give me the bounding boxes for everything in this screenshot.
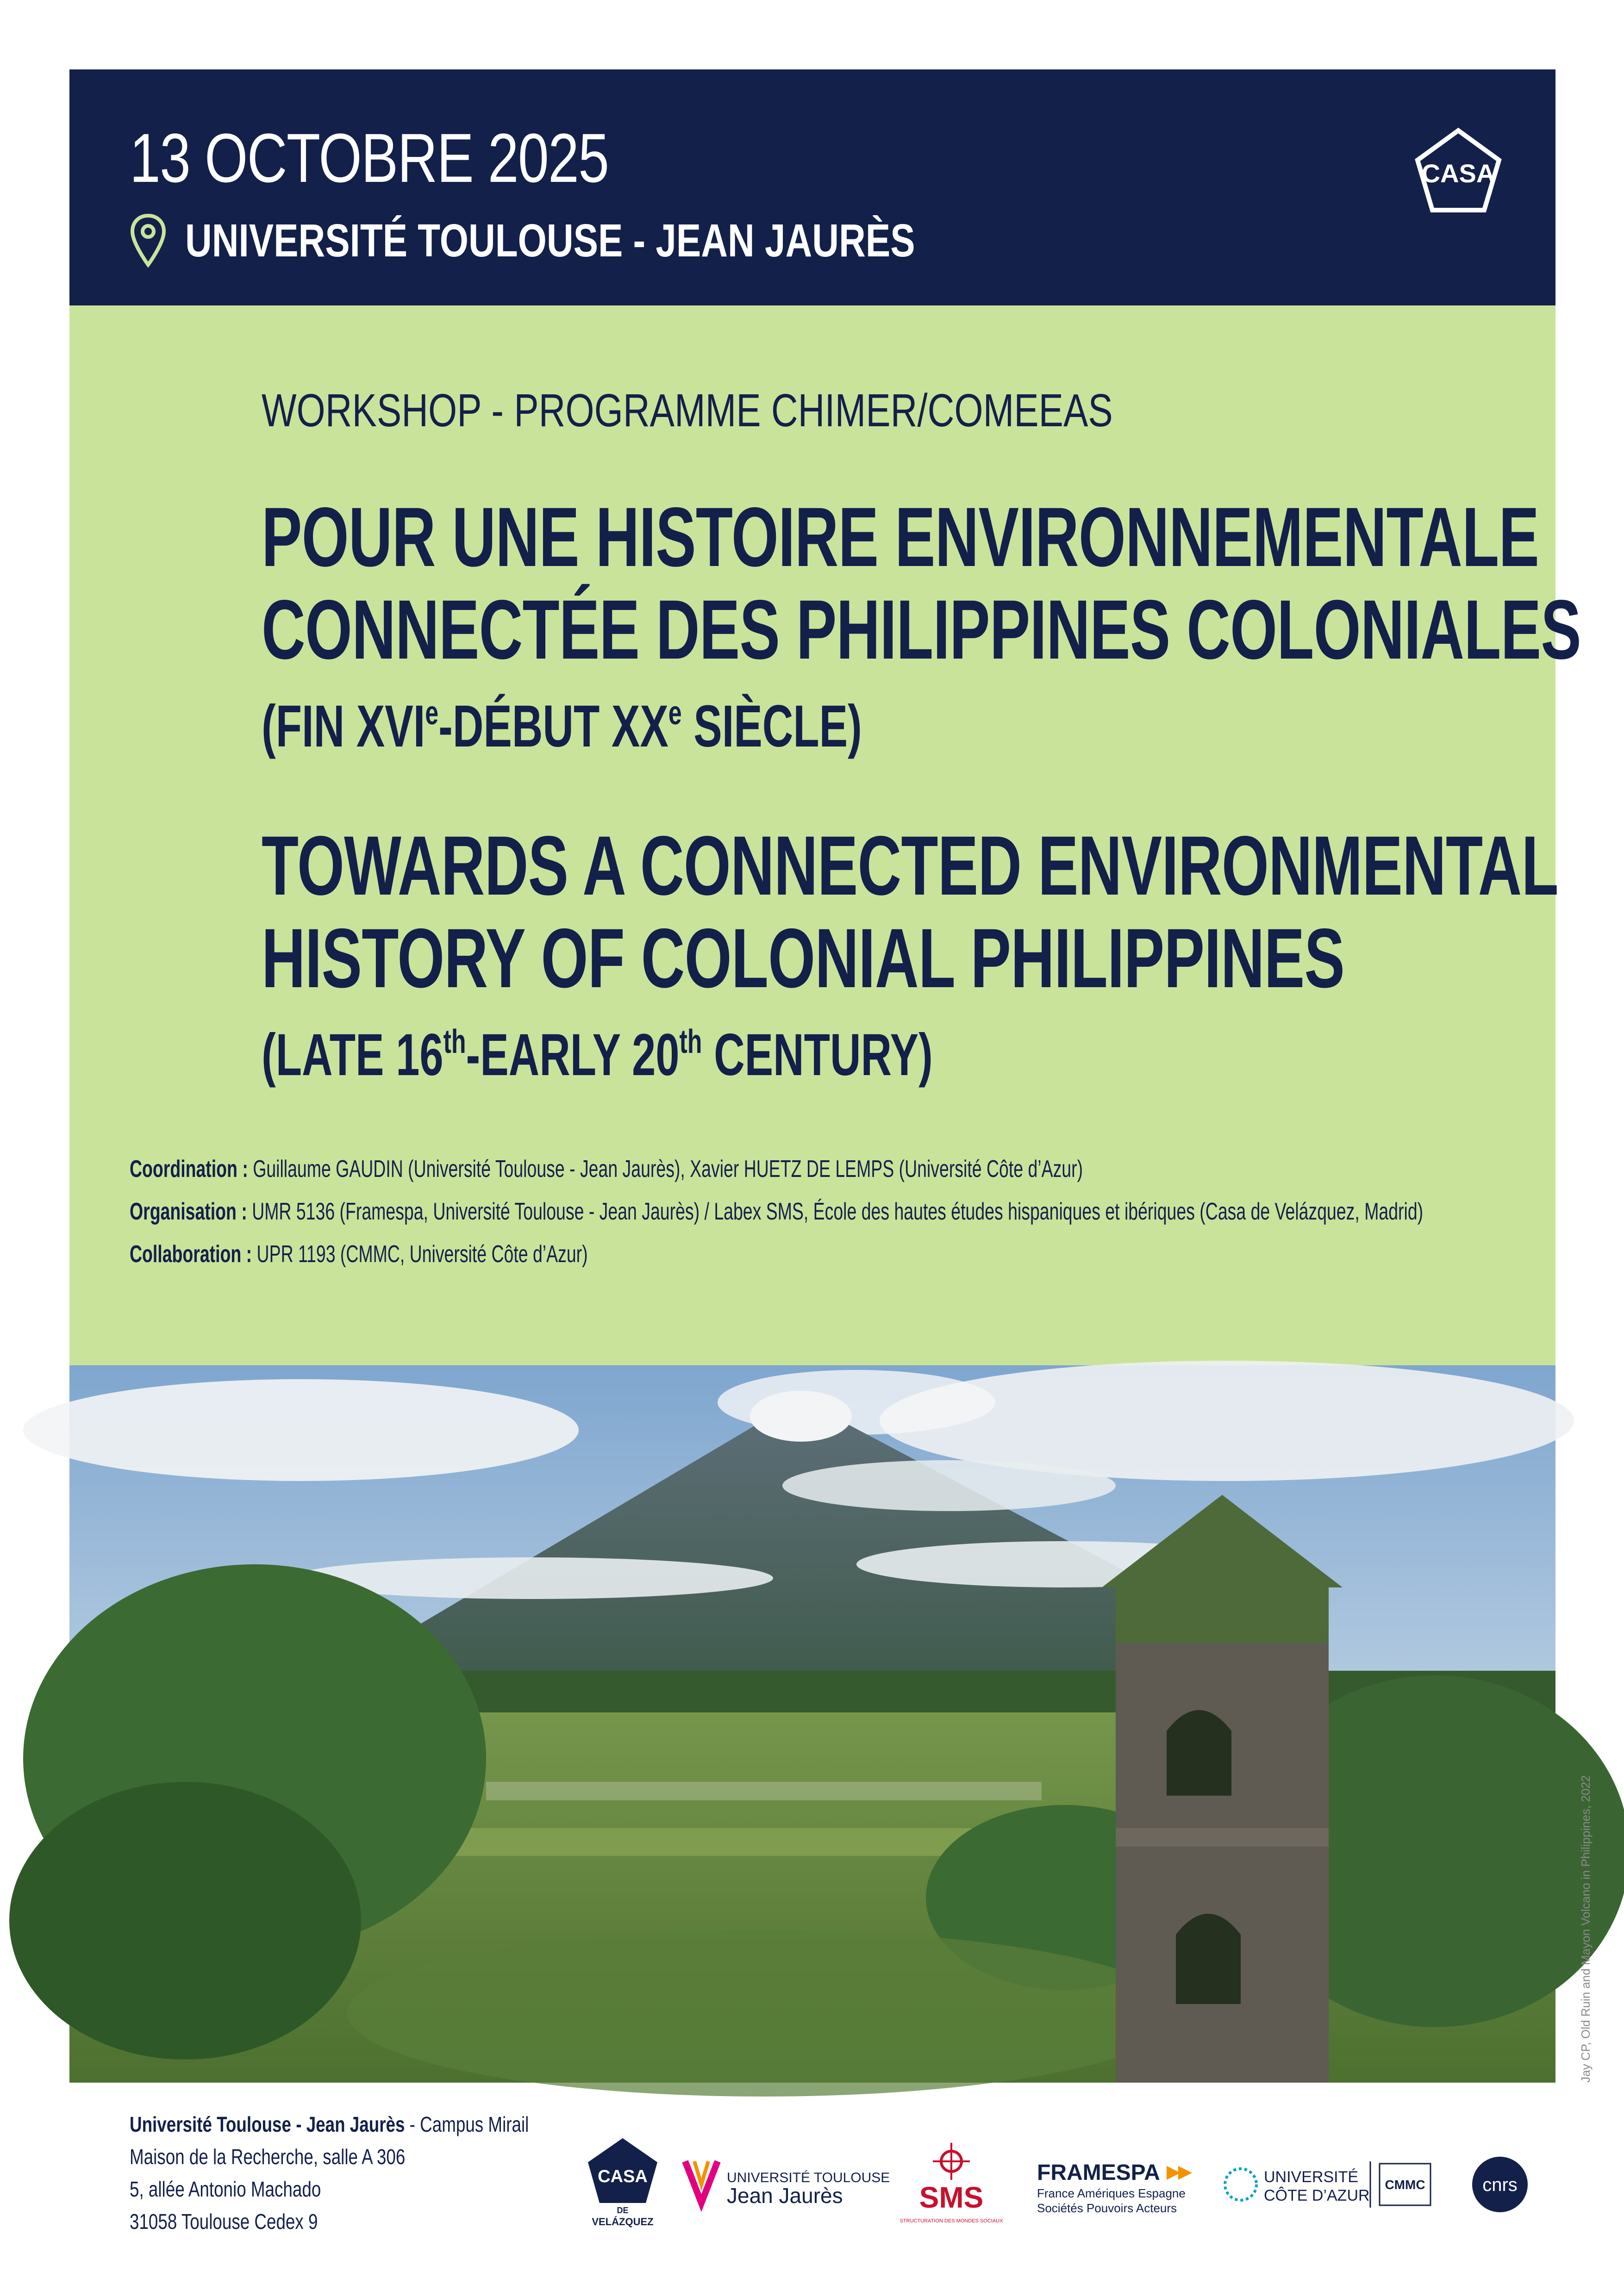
address-line2: Maison de la Recherche, salle A 306: [130, 2145, 406, 2169]
title-fr-period-sup1: e: [425, 695, 439, 732]
casa-logo-text: CASA: [1421, 159, 1495, 188]
address-campus: - Campus Mirail: [405, 2112, 529, 2136]
credit-text: Guillaume GAUDIN (Université Toulouse - Jean Jaurès), Xavier HUETZ DE LEMPS (Université Côte d’Azur): [253, 1156, 1083, 1182]
logo-framespa-line1: France Amériques Espagne: [1037, 2186, 1186, 2200]
title-en-period-sup1: th: [443, 1023, 466, 1060]
title-en-line1: TOWARDS A CONNECTED ENVIRONMENTAL: [262, 818, 1558, 913]
credit-coordination: [130, 1148, 1463, 1190]
logo-uca-line2: CÔTE D’AZUR: [1264, 2187, 1370, 2204]
address-block: [130, 2108, 529, 2238]
title-fr-period-b: -DÉBUT XX: [438, 693, 668, 759]
title-fr-period-c: SIÈCLE): [681, 693, 862, 759]
address-line1: [130, 2108, 529, 2140]
title-fr-line1: POUR UNE HISTOIRE ENVIRONNEMENTALE: [262, 490, 1539, 584]
credit-sep: :: [236, 1198, 252, 1225]
title-english: [262, 818, 1558, 1092]
event-type: WORKSHOP - PROGRAMME CHIMER/COMEEAS: [262, 385, 1113, 436]
logo-framespa-line2: Sociétés Pouvoirs Acteurs: [1037, 2201, 1177, 2215]
logo-ut2j: [676, 2134, 890, 2235]
logo-ut2j-line1: UNIVERSITÉ TOULOUSE: [727, 2170, 890, 2185]
photo-credit: Jay CP, Old Ruin and Mayon Volcano in Philippines, 2022: [1579, 1775, 1593, 2083]
credit-label: Collaboration: [130, 1241, 242, 1268]
logo-uca-line1: UNIVERSITÉ: [1264, 2168, 1359, 2186]
credit-text: UMR 5136 (Framespa, Université Toulouse - Jean Jaurès) / Labex SMS, École des hautes études hispaniques et ibériques (Casa de Velázquez, Madrid): [252, 1198, 1424, 1225]
cover-photo: [69, 1365, 1555, 2083]
logo-framespa: [1032, 2134, 1199, 2235]
event-venue: UNIVERSITÉ TOULOUSE - JEAN JAURÈS: [185, 214, 915, 267]
logo-casa-text: CASA: [598, 2167, 648, 2186]
credits-block: [130, 1148, 1463, 1276]
credit-collaboration: [130, 1233, 1463, 1276]
title-fr-period-a: (FIN XVI: [262, 693, 425, 759]
address-line3: 5, allée Antonio Machado: [130, 2177, 321, 2201]
credit-sep: :: [241, 1241, 257, 1268]
title-en-period-a: (LATE 16: [262, 1022, 443, 1088]
credit-organisation: [130, 1190, 1463, 1233]
address-institution: Université Toulouse - Jean Jaurès: [130, 2112, 405, 2136]
title-fr-line2: CONNECTÉE DES PHILIPPINES COLONIALES: [262, 582, 1581, 677]
venue-row: [130, 213, 1098, 268]
credit-sep: :: [237, 1156, 253, 1182]
logo-sms-text: SMS: [919, 2181, 984, 2214]
title-en-period-b: -EARLY 20: [466, 1022, 680, 1088]
title-french: [262, 490, 1581, 764]
credit-label: Coordination: [130, 1156, 237, 1182]
logo-sms-tag: STRUCTURATION DES MONDES SOCIAUX: [899, 2218, 1003, 2224]
title-en-line2: HISTORY OF COLONIAL PHILIPPINES: [262, 911, 1345, 1005]
header-band: [69, 69, 1555, 305]
logo-casa-de: DE: [617, 2206, 629, 2215]
event-date: 13 OCTOBRE 2025: [130, 119, 609, 197]
partner-logos: [583, 2134, 1555, 2235]
logo-cmmc-text: CMMC: [1385, 2178, 1425, 2192]
logo-casa-velazquez: [583, 2134, 662, 2235]
casa-logo: [1412, 125, 1505, 218]
title-en-period-sup2: th: [679, 1023, 702, 1060]
title-en-period: [262, 1018, 1328, 1092]
logo-sms: [889, 2134, 1014, 2235]
volcano-ruin-illustration: [69, 1365, 1555, 2083]
address-line4: 31058 Toulouse Cedex 9: [130, 2209, 318, 2234]
title-fr-period-sup2: e: [668, 695, 682, 732]
logo-cnrs-text: cnrs: [1482, 2175, 1518, 2195]
credit-label: Organisation: [130, 1198, 237, 1225]
title-en-period-c: CENTURY): [702, 1022, 933, 1088]
title-panel: [69, 305, 1581, 1365]
title-fr-period: [262, 690, 1328, 764]
logo-ut2j-line2: Jean Jaurès: [727, 2184, 843, 2208]
logo-cnrs: [1458, 2134, 1542, 2235]
credit-text: UPR 1193 (CMMC, Université Côte d’Azur): [256, 1241, 588, 1268]
location-pin-icon: [130, 213, 167, 268]
logo-casa-velazquez-text: VELÁZQUEZ: [592, 2216, 654, 2228]
logo-universite-cote-azur: [1218, 2134, 1440, 2235]
logo-framespa-text: FRAMESPA: [1037, 2160, 1160, 2185]
